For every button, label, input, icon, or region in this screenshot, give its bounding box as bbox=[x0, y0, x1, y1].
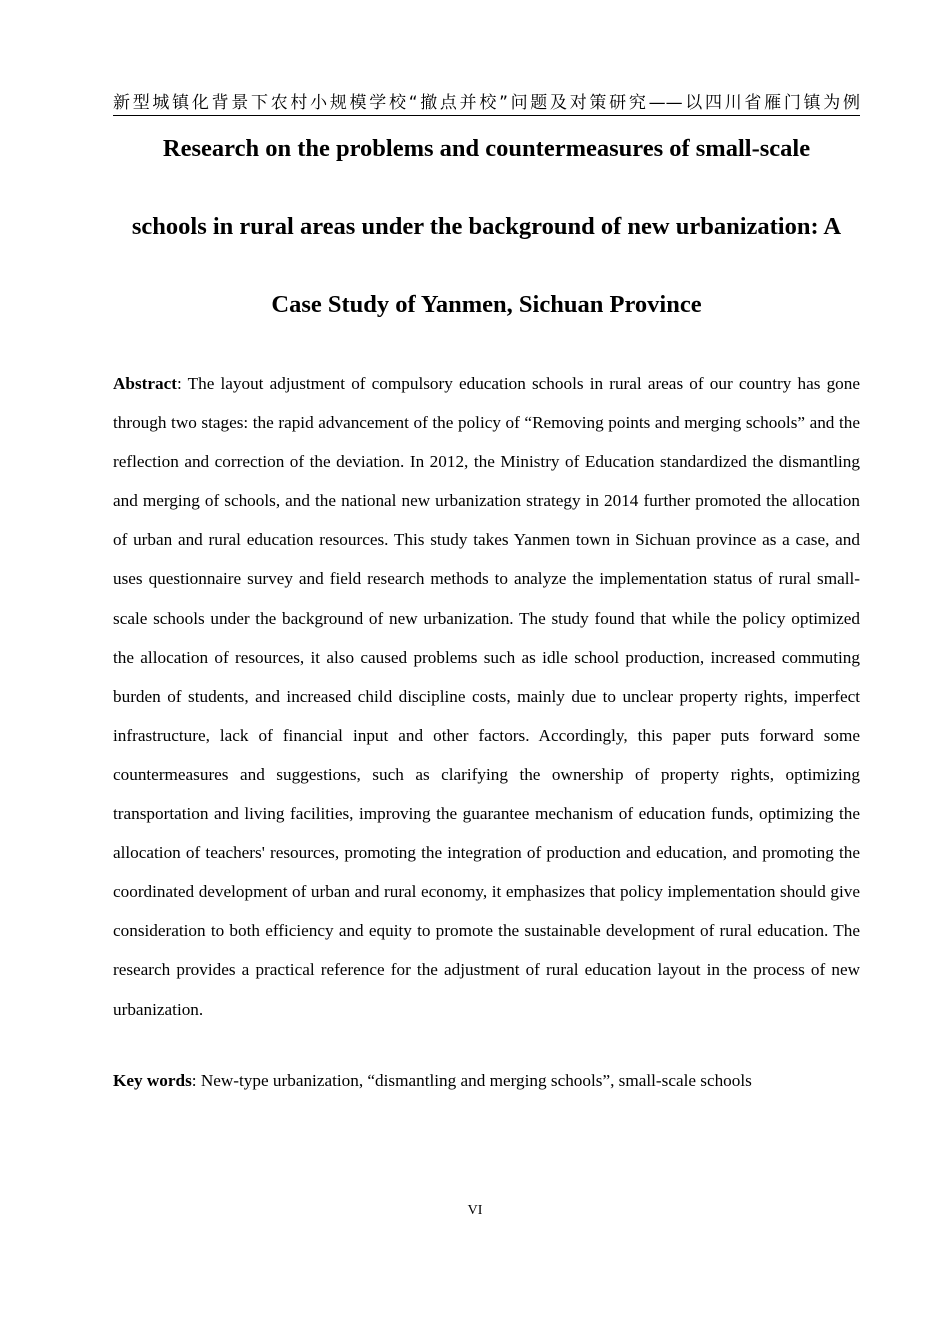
keywords-paragraph bbox=[113, 1067, 860, 1095]
title-line: Case Study of Yanmen, Sichuan Province bbox=[271, 291, 702, 318]
abstract-label: Abstract bbox=[113, 374, 177, 393]
abstract-paragraph bbox=[113, 364, 860, 1029]
title-line: schools in rural areas under the background of new urbanization: A bbox=[131, 213, 842, 240]
title-line: Research on the problems and countermeasures of small-scale bbox=[162, 135, 811, 162]
page-number: VI bbox=[467, 1203, 483, 1218]
keywords-text: : New-type urbanization, “dismantling and merging schools”, small-scale schools bbox=[191, 1071, 752, 1090]
paper-title bbox=[113, 131, 860, 365]
abstract-text: : The layout adjustment of compulsory education schools in rural areas of our country has gone through two stages: the rapid advancement of the policy of “Removing points and merging schools” and the reflection and correction of the deviation. In 2012, the Ministry of Education standardized the dismantling and merging of schools, and the national new urbanization strategy in 2014 further promoted the allocation of urban and rural education resources. This study takes Yanmen town in Sichuan province as a case, and uses questionnaire survey and field research methods to analyze the implementation status of rural small-scale schools under the background of new urbanization. The study found that while the policy optimized the allocation of resources, it also caused problems such as idle school production, increased commuting burden of students, and increased child discipline costs, mainly due to unclear property rights, imperfect infrastructure, lack of financial input and other factors. Accordingly, this paper puts forward some countermeasures and suggestions, such as clarifying the ownership of property rights, optimizing transportation and living facilities, improving the guarantee mechanism of education funds, optimizing the allocation of teachers' resources, promoting the integration of production and education, and promoting the coordinated development of urban and rural economy, it emphasizes that policy implementation should give consideration to both efficiency and equity to promote the sustainable development of rural education. The research provides a practical reference for the adjustment of rural education layout in the process of new urbanization. bbox=[113, 374, 860, 1019]
keywords-label: Key words bbox=[113, 1071, 192, 1090]
running-header: 新型城镇化背景下农村小规模学校“撤点并校”问题及对策研究——以四川省雁门镇为例 bbox=[113, 92, 860, 116]
